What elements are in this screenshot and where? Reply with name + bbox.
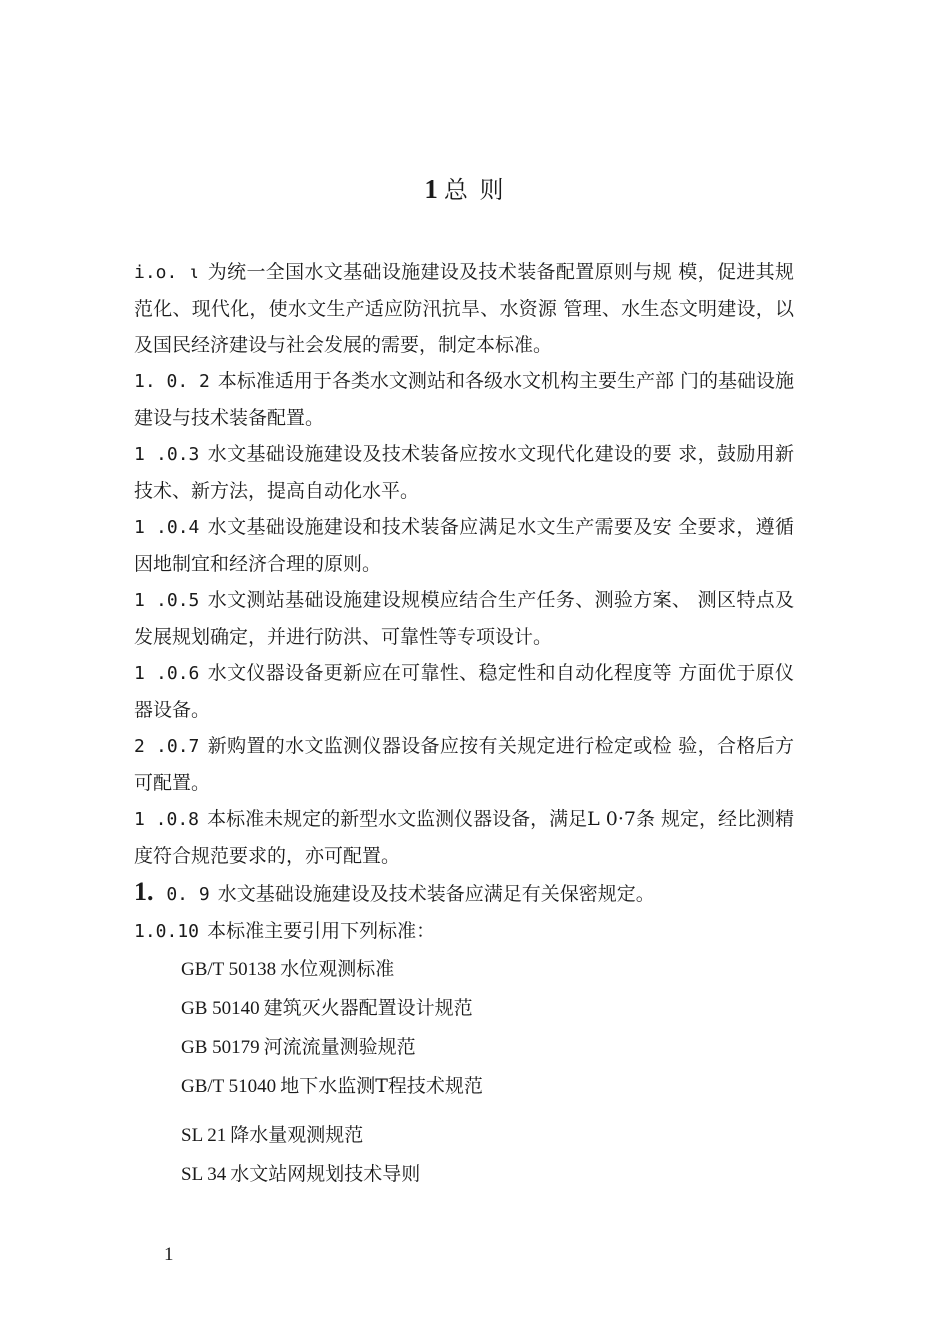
standard-code: GB 50179 [181, 1037, 260, 1058]
standard-name: 建筑灭火器配置设计规范 [263, 997, 473, 1019]
standard-name: 河流流量测验规范 [263, 1036, 416, 1058]
chapter-title [0, 170, 930, 205]
clause-1-0-1 [134, 254, 794, 363]
standard-code: GB/T 50138 [181, 959, 277, 980]
reference-item [181, 1155, 794, 1194]
standard-name: 水位观测标准 [280, 958, 395, 980]
clause-number: 1 .0.5 [134, 590, 200, 611]
clause-1-0-9 [134, 874, 794, 913]
clause-1-0-8 [134, 801, 794, 874]
page-number: 1 [164, 1244, 174, 1265]
clause-number: i.o. ι [134, 262, 200, 283]
clause-1-0-3 [134, 436, 794, 509]
clause-text: 水文基础设施建设和技术装备应满足水文生产需要及安 全要求，遵循因地制宜和经济合理的原则。 [134, 516, 795, 575]
clause-text: 水文仪器设备更新应在可靠性、稳定性和自动化程度等 方面优于原仪器设备。 [134, 662, 795, 721]
clause-1-0-2 [134, 363, 794, 436]
clause-text: 本标准未规定的新型水文监测仪器设备，满足L 0·7条 规定，经比测精度符合规范要求的，亦可配置。 [134, 808, 794, 867]
standard-name: 降水量观测规范 [230, 1124, 364, 1146]
clause-1-0-5 [134, 582, 794, 655]
standard-code: SL 34 [181, 1164, 227, 1185]
clause-number: 0. 9 [155, 884, 210, 905]
clause-number: 1 .0.6 [134, 663, 200, 684]
standard-code: GB 50140 [181, 998, 260, 1019]
clause-1-0-10 [134, 913, 794, 950]
reference-item [181, 950, 794, 989]
clause-number: 1 .0.3 [134, 444, 200, 465]
standard-code: SL 21 [181, 1125, 227, 1146]
reference-list [134, 950, 794, 1194]
clause-number: 1 .0.4 [134, 517, 200, 538]
chapter-body [134, 254, 794, 1194]
clause-text: 本标准适用于各类水文测站和各级水文机构主要生产部 门的基础设施建设与技术装备配置。 [134, 370, 795, 429]
standard-name: 地下水监测T程技术规范 [280, 1075, 483, 1097]
clause-text: 水文基础设施建设及技术装备应按水文现代化建设的要 求，鼓励用新技术、新方法，提高自动化水平。 [134, 443, 795, 502]
clause-text: 水文基础设施建设及技术装备应满足有关保密规定。 [217, 883, 655, 905]
reference-item [181, 1116, 794, 1155]
clause-1-0-7 [134, 728, 794, 801]
chapter-heading: 总 则 [443, 176, 506, 204]
clause-number-major: 1. [134, 877, 154, 906]
clause-text: 为统一全国水文基础设施建设及技术装备配置原则与规 模，促进其规范化、现代化，使水文生产适应防汛抗旱、水资源 管理、水生态文明建设，以及国民经济建设与社会发展的需要，制定本标准。 [134, 261, 795, 356]
reference-item [181, 1067, 794, 1106]
clause-text: 新购置的水文监测仪器设备应按有关规定进行检定或检 验，合格后方可配置。 [134, 735, 795, 794]
clause-number: 2 .0.7 [134, 736, 200, 757]
clause-1-0-4 [134, 509, 794, 582]
clause-1-0-6 [134, 655, 794, 728]
clause-text: 本标准主要引用下列标准： [207, 920, 436, 942]
clause-number: 1.0.10 [134, 921, 200, 942]
standard-name: 水文站网规划技术导则 [230, 1163, 421, 1185]
standard-code: GB/T 51040 [181, 1076, 277, 1097]
clause-number: 1 .0.8 [134, 809, 200, 830]
clause-number: 1. 0. 2 [134, 371, 210, 392]
reference-item [181, 989, 794, 1028]
reference-item [181, 1028, 794, 1067]
clause-text: 水文测站基础设施建设规模应结合生产任务、测验方案、 测区特点及发展规划确定，并进行防洪、可靠性等专项设计。 [134, 589, 795, 648]
chapter-number: 1 [424, 174, 440, 204]
